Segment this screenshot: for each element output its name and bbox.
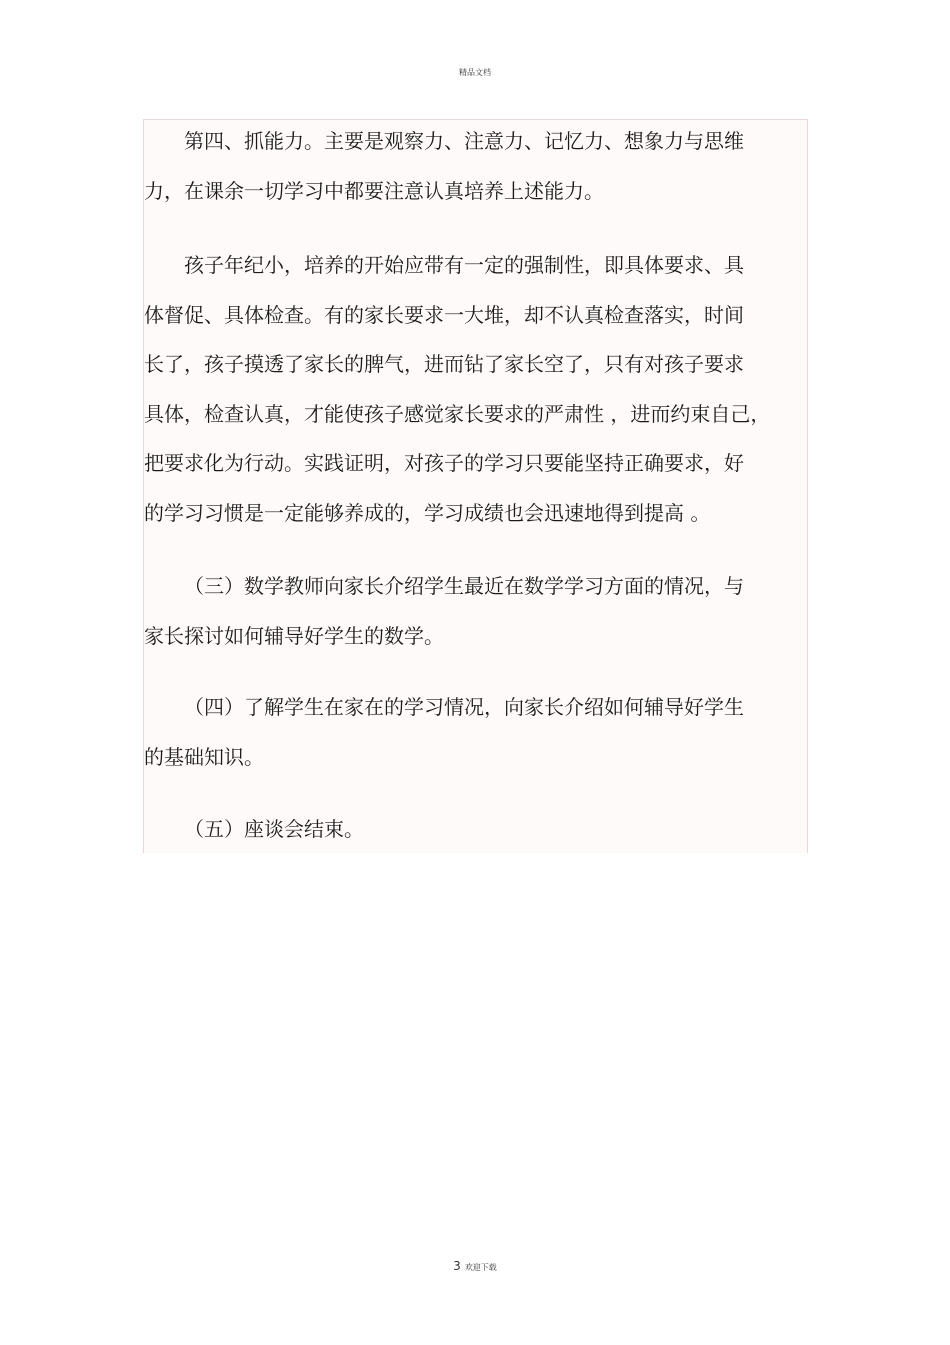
- paragraph-section-five: [144, 805, 808, 855]
- text-line: 的基础知识。: [144, 744, 264, 769]
- text-line: 第四、抓能力。主要是观察力、注意力、记忆力、想象力与思维: [184, 129, 744, 153]
- paragraph-section-four: [144, 683, 808, 782]
- text-line: （五）座谈会结束。: [184, 817, 364, 841]
- text-line: （三）数学教师向家长介绍学生最近在数学学习方面的情况，与: [184, 574, 744, 598]
- paragraph-habit: [144, 241, 808, 538]
- text-line: 体督促、具体检查。有的家长要求一大堆，却不认真检查落实，时间: [144, 302, 744, 327]
- paragraph-section-three: [144, 562, 808, 661]
- page-header: 精品文档: [459, 68, 491, 77]
- paragraph-ability: [144, 117, 808, 216]
- text-line: 力，在课余一切学习中都要注意认真培养上述能力。: [144, 178, 604, 203]
- page-footer: [0, 1259, 950, 1273]
- text-line: 孩子年纪小，培养的开始应带有一定的强制性，即具体要求、具: [184, 253, 744, 277]
- text-line: 把要求化为行动。实践证明，对孩子的学习只要能坚持正确要求，好: [144, 451, 744, 475]
- footer-text: 欢迎下载: [464, 1263, 497, 1272]
- text-line: （四）了解学生在家在的学习情况，向家长介绍如何辅导好学生: [184, 695, 744, 719]
- document-body: [143, 119, 808, 853]
- text-line: 具体，检查认真，才能使孩子感觉家长要求的严肃性 ，进而约束自己，: [144, 401, 771, 426]
- text-line: 的学习习惯是一定能够养成的，学习成绩也会迅速地得到提高 。: [144, 500, 711, 525]
- text-line: 家长探讨如何辅导好学生的数学。: [144, 623, 444, 648]
- page-number: 3: [453, 1259, 461, 1273]
- text-line: 长了，孩子摸透了家长的脾气，进而钻了家长空了，只有对孩子要求: [144, 352, 744, 376]
